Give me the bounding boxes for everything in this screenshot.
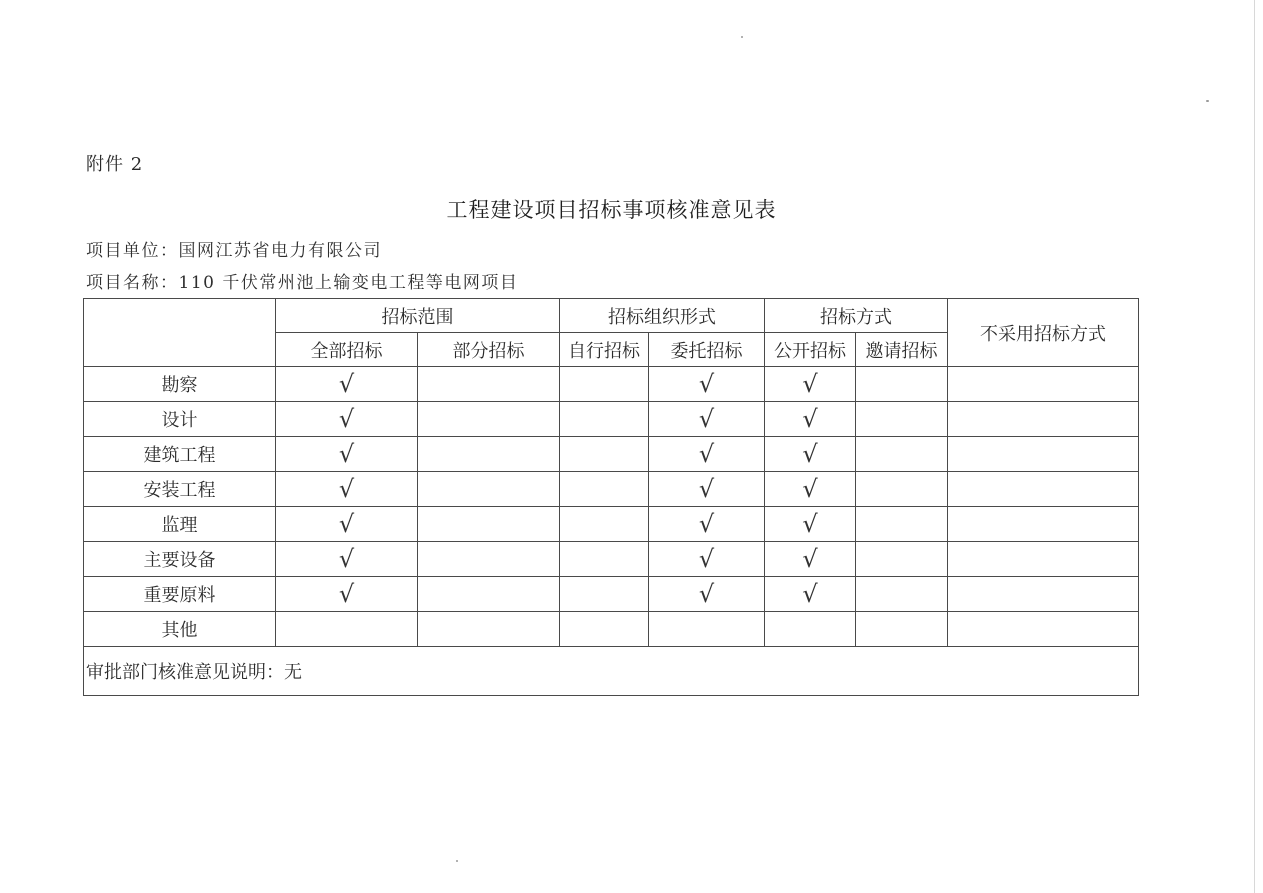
check-mark: √ xyxy=(276,507,418,542)
subheader-full-bidding: 全部招标 xyxy=(276,333,418,367)
empty-cell xyxy=(948,507,1139,542)
empty-cell xyxy=(560,367,649,402)
empty-cell xyxy=(276,612,418,647)
check-mark: √ xyxy=(765,507,856,542)
header-method: 招标方式 xyxy=(765,299,948,333)
check-mark: √ xyxy=(765,577,856,612)
empty-cell xyxy=(560,472,649,507)
row-label: 主要设备 xyxy=(84,542,276,577)
check-mark: √ xyxy=(649,402,765,437)
empty-cell xyxy=(948,542,1139,577)
empty-cell xyxy=(418,367,560,402)
empty-cell xyxy=(856,577,948,612)
subheader-entrusted-bidding: 委托招标 xyxy=(649,333,765,367)
check-mark: √ xyxy=(765,367,856,402)
empty-cell xyxy=(856,402,948,437)
empty-cell xyxy=(560,402,649,437)
header-no-bidding: 不采用招标方式 xyxy=(948,299,1139,367)
empty-cell xyxy=(560,612,649,647)
scan-edge-line xyxy=(1254,0,1255,893)
check-mark: √ xyxy=(649,472,765,507)
subheader-self-bidding: 自行招标 xyxy=(560,333,649,367)
table-row xyxy=(84,577,1139,612)
group-header-row xyxy=(84,299,1139,333)
row-label: 设计 xyxy=(84,402,276,437)
check-mark: √ xyxy=(276,542,418,577)
header-organization: 招标组织形式 xyxy=(560,299,765,333)
corner-cell xyxy=(84,299,276,367)
empty-cell xyxy=(418,437,560,472)
empty-cell xyxy=(948,402,1139,437)
subheader-open-bidding: 公开招标 xyxy=(765,333,856,367)
check-mark: √ xyxy=(649,542,765,577)
scan-speck xyxy=(456,860,458,862)
empty-cell xyxy=(418,507,560,542)
empty-cell xyxy=(649,612,765,647)
table-row xyxy=(84,542,1139,577)
table-row xyxy=(84,402,1139,437)
empty-cell xyxy=(856,437,948,472)
check-mark: √ xyxy=(649,577,765,612)
table-row xyxy=(84,472,1139,507)
empty-cell xyxy=(948,437,1139,472)
approval-remark: 审批部门核准意见说明：无 xyxy=(84,647,1139,696)
row-label: 监理 xyxy=(84,507,276,542)
table-row xyxy=(84,367,1139,402)
check-mark: √ xyxy=(649,367,765,402)
subheader-partial-bidding: 部分招标 xyxy=(418,333,560,367)
scan-speck xyxy=(1206,100,1209,102)
table-row xyxy=(84,507,1139,542)
empty-cell xyxy=(948,612,1139,647)
empty-cell xyxy=(418,472,560,507)
page-title: 工程建设项目招标事项核准意见表 xyxy=(446,198,777,222)
empty-cell xyxy=(418,612,560,647)
empty-cell xyxy=(856,367,948,402)
check-mark: √ xyxy=(649,437,765,472)
empty-cell xyxy=(948,577,1139,612)
project-name: 项目名称：110 千伏常州池上输变电工程等电网项目 xyxy=(86,273,519,293)
check-mark: √ xyxy=(765,542,856,577)
empty-cell xyxy=(560,577,649,612)
attachment-label: 附件 2 xyxy=(86,154,144,175)
check-mark: √ xyxy=(276,577,418,612)
check-mark: √ xyxy=(765,402,856,437)
table-row xyxy=(84,437,1139,472)
scan-speck xyxy=(741,36,743,38)
empty-cell xyxy=(418,577,560,612)
project-unit: 项目单位：国网江苏省电力有限公司 xyxy=(86,241,382,261)
empty-cell xyxy=(948,367,1139,402)
check-mark: √ xyxy=(276,402,418,437)
header-scope: 招标范围 xyxy=(276,299,560,333)
subheader-invited-bidding: 邀请招标 xyxy=(856,333,948,367)
check-mark: √ xyxy=(649,507,765,542)
empty-cell xyxy=(765,612,856,647)
empty-cell xyxy=(856,542,948,577)
empty-cell xyxy=(418,542,560,577)
remark-row xyxy=(84,647,1139,696)
check-mark: √ xyxy=(765,472,856,507)
row-label: 安装工程 xyxy=(84,472,276,507)
row-label: 其他 xyxy=(84,612,276,647)
row-label: 重要原料 xyxy=(84,577,276,612)
empty-cell xyxy=(418,402,560,437)
check-mark: √ xyxy=(276,437,418,472)
empty-cell xyxy=(856,612,948,647)
table-body xyxy=(84,367,1139,647)
empty-cell xyxy=(560,542,649,577)
row-label: 勘察 xyxy=(84,367,276,402)
empty-cell xyxy=(560,507,649,542)
table-row xyxy=(84,612,1139,647)
empty-cell xyxy=(948,472,1139,507)
check-mark: √ xyxy=(276,367,418,402)
empty-cell xyxy=(856,472,948,507)
empty-cell xyxy=(560,437,649,472)
check-mark: √ xyxy=(765,437,856,472)
check-mark: √ xyxy=(276,472,418,507)
approval-table xyxy=(83,298,1139,696)
row-label: 建筑工程 xyxy=(84,437,276,472)
empty-cell xyxy=(856,507,948,542)
